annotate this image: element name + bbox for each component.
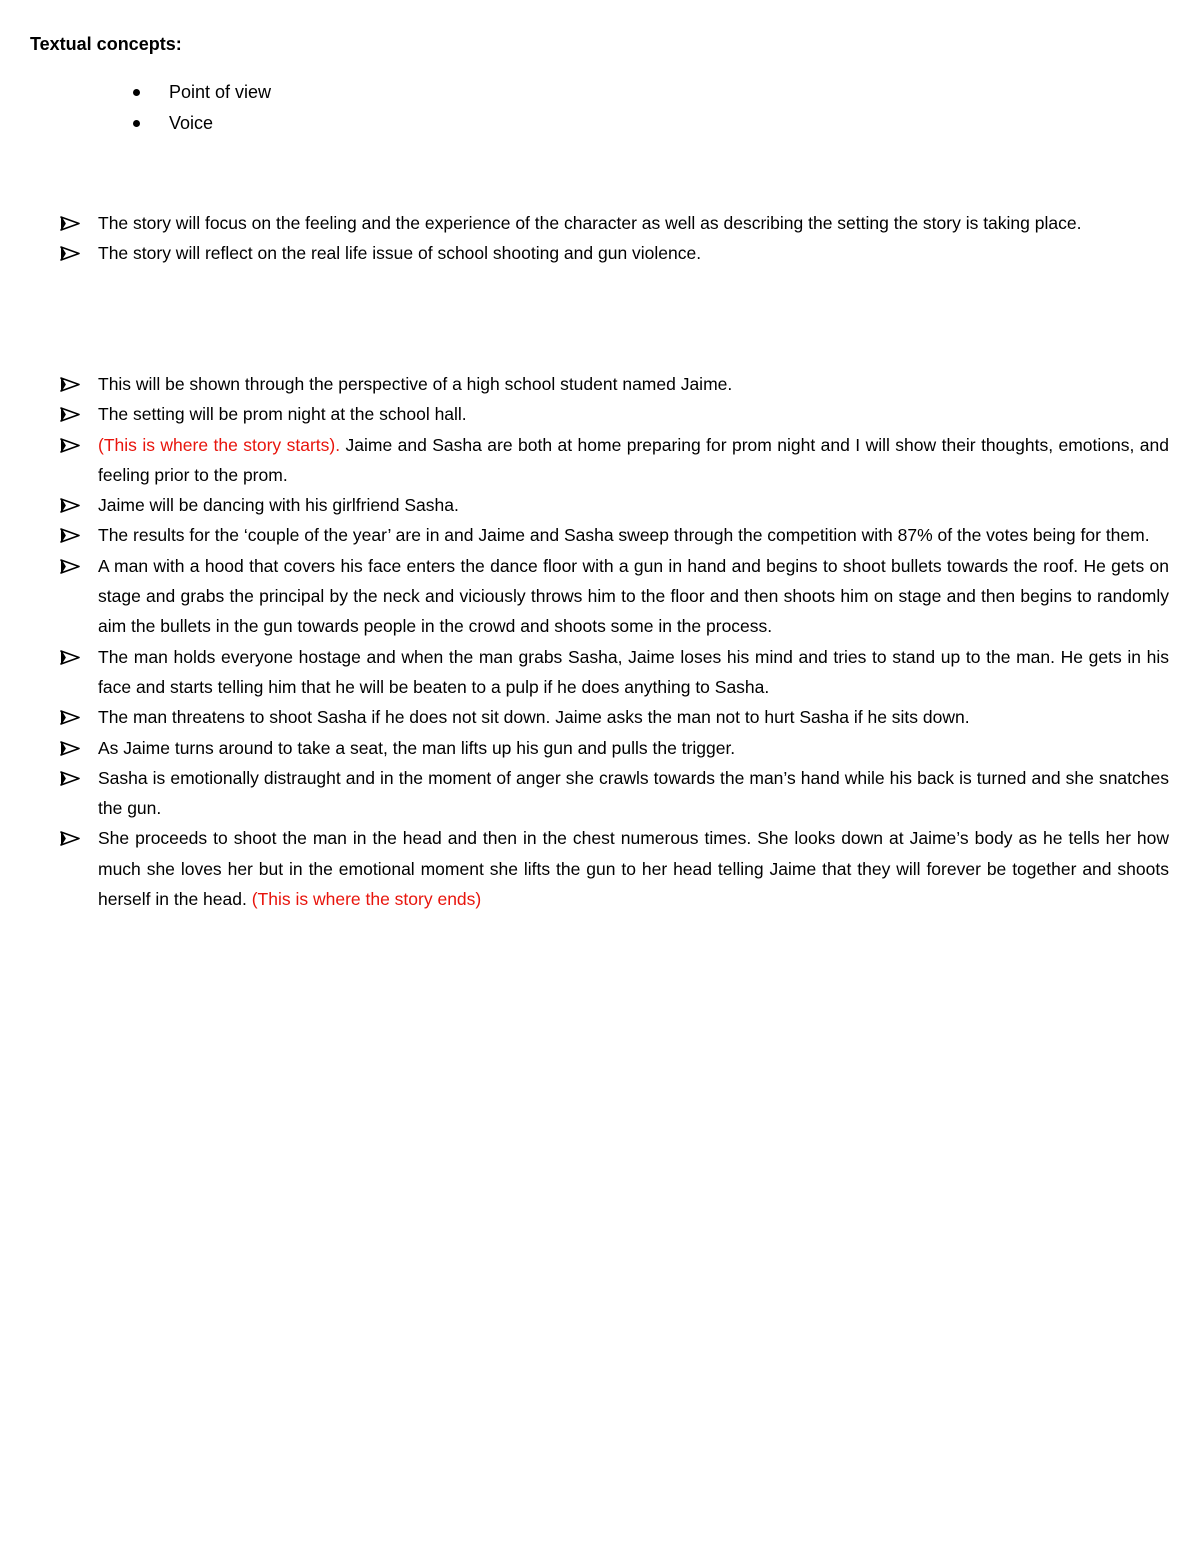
arrowhead-bullet-icon (60, 741, 80, 756)
arrowhead-bullet-icon (60, 771, 80, 786)
outline-text: The results for the ‘couple of the year’ are in and Jaime and Sasha sweep through the competition with 87% of the votes being for them. (98, 525, 1150, 546)
concept-label: Voice (169, 113, 214, 133)
list-item (0, 399, 1169, 429)
arrowhead-bullet-icon (60, 710, 80, 725)
outline-text: The man threatens to shoot Sasha if he does not sit down. Jaime asks the man not to hurt Sasha if he sits down. (98, 707, 970, 728)
list-item (0, 369, 1169, 399)
bullet-dot-icon (133, 120, 140, 127)
list-item (0, 733, 1169, 763)
outline-text: Jaime will be dancing with his girlfriend Sasha. (98, 495, 459, 516)
arrowhead-bullet-icon (60, 650, 80, 665)
arrowhead-bullet-icon (60, 438, 80, 453)
arrowhead-bullet-icon (60, 498, 80, 513)
list-item (0, 490, 1169, 520)
list-item (0, 642, 1169, 703)
concepts-list (0, 79, 1200, 141)
outline-text: This will be shown through the perspective of a high school student named Jaime. (98, 374, 733, 394)
outline-text: The man holds everyone hostage and when the man grabs Sasha, Jaime loses his mind and tries to stand up to the man. He gets in his face and starts telling him that he will be beaten to a pulp if he does anything to Sasha. (98, 646, 1169, 697)
list-item (0, 551, 1169, 642)
outline-text: She proceeds to shoot the man in the head and then in the chest numerous times. She looks down at Jaime’s body as he tells her how much she loves her but in the emotional moment she lifts the gun to her head telling Jaime that they will forever be together and shoots herself in the head. (98, 828, 1169, 910)
list-item (0, 79, 1200, 110)
list-item (0, 702, 1169, 732)
outline-text: The story will focus on the feeling and the experience of the character as well as describing the setting the story is taking place. (98, 213, 1082, 233)
list-item (0, 520, 1169, 550)
concept-label: Point of view (169, 82, 272, 102)
outline-list-plot (0, 369, 1200, 914)
outline-text: The setting will be prom night at the school hall. (98, 404, 467, 425)
outline-list-intro (0, 208, 1200, 269)
list-item (0, 238, 1169, 268)
story-end-note: (This is where the story ends) (251, 889, 482, 910)
bullet-dot-icon (133, 89, 140, 96)
arrowhead-bullet-icon (60, 559, 80, 574)
outline-text: A man with a hood that covers his face enters the dance floor with a gun in hand and begins to shoot bullets towards the roof. He gets on stage and grabs the principal by the neck and viciously throws him to the floor and then shoots him on stage and then begins to randomly aim the bullets in the gun towards people in the crowd and shoots some in the process. (98, 555, 1169, 637)
arrowhead-bullet-icon (60, 831, 80, 846)
outline-text: Sasha is emotionally distraught and in the moment of anger she crawls towards the man’s hand while his back is turned and she snatches the gun. (98, 767, 1169, 819)
page-heading: Textual concepts: (30, 34, 182, 54)
outline-text: Jaime and Sasha are both at home preparing for prom night and I will show their thoughts, emotions, and feeling prior to the prom. (98, 434, 1169, 485)
arrowhead-bullet-icon (60, 528, 80, 543)
arrowhead-bullet-icon (60, 407, 80, 422)
list-item (0, 208, 1169, 238)
arrowhead-bullet-icon (60, 246, 80, 261)
list-item (0, 823, 1169, 914)
list-item (0, 763, 1169, 824)
list-item (0, 110, 1200, 141)
outline-text: The story will reflect on the real life issue of school shooting and gun violence. (98, 243, 702, 264)
story-start-note: (This is where the story starts). (98, 434, 341, 455)
arrowhead-bullet-icon (60, 377, 80, 392)
list-item (0, 430, 1169, 491)
arrowhead-bullet-icon (60, 216, 80, 231)
outline-text: As Jaime turns around to take a seat, the man lifts up his gun and pulls the trigger. (98, 737, 736, 758)
